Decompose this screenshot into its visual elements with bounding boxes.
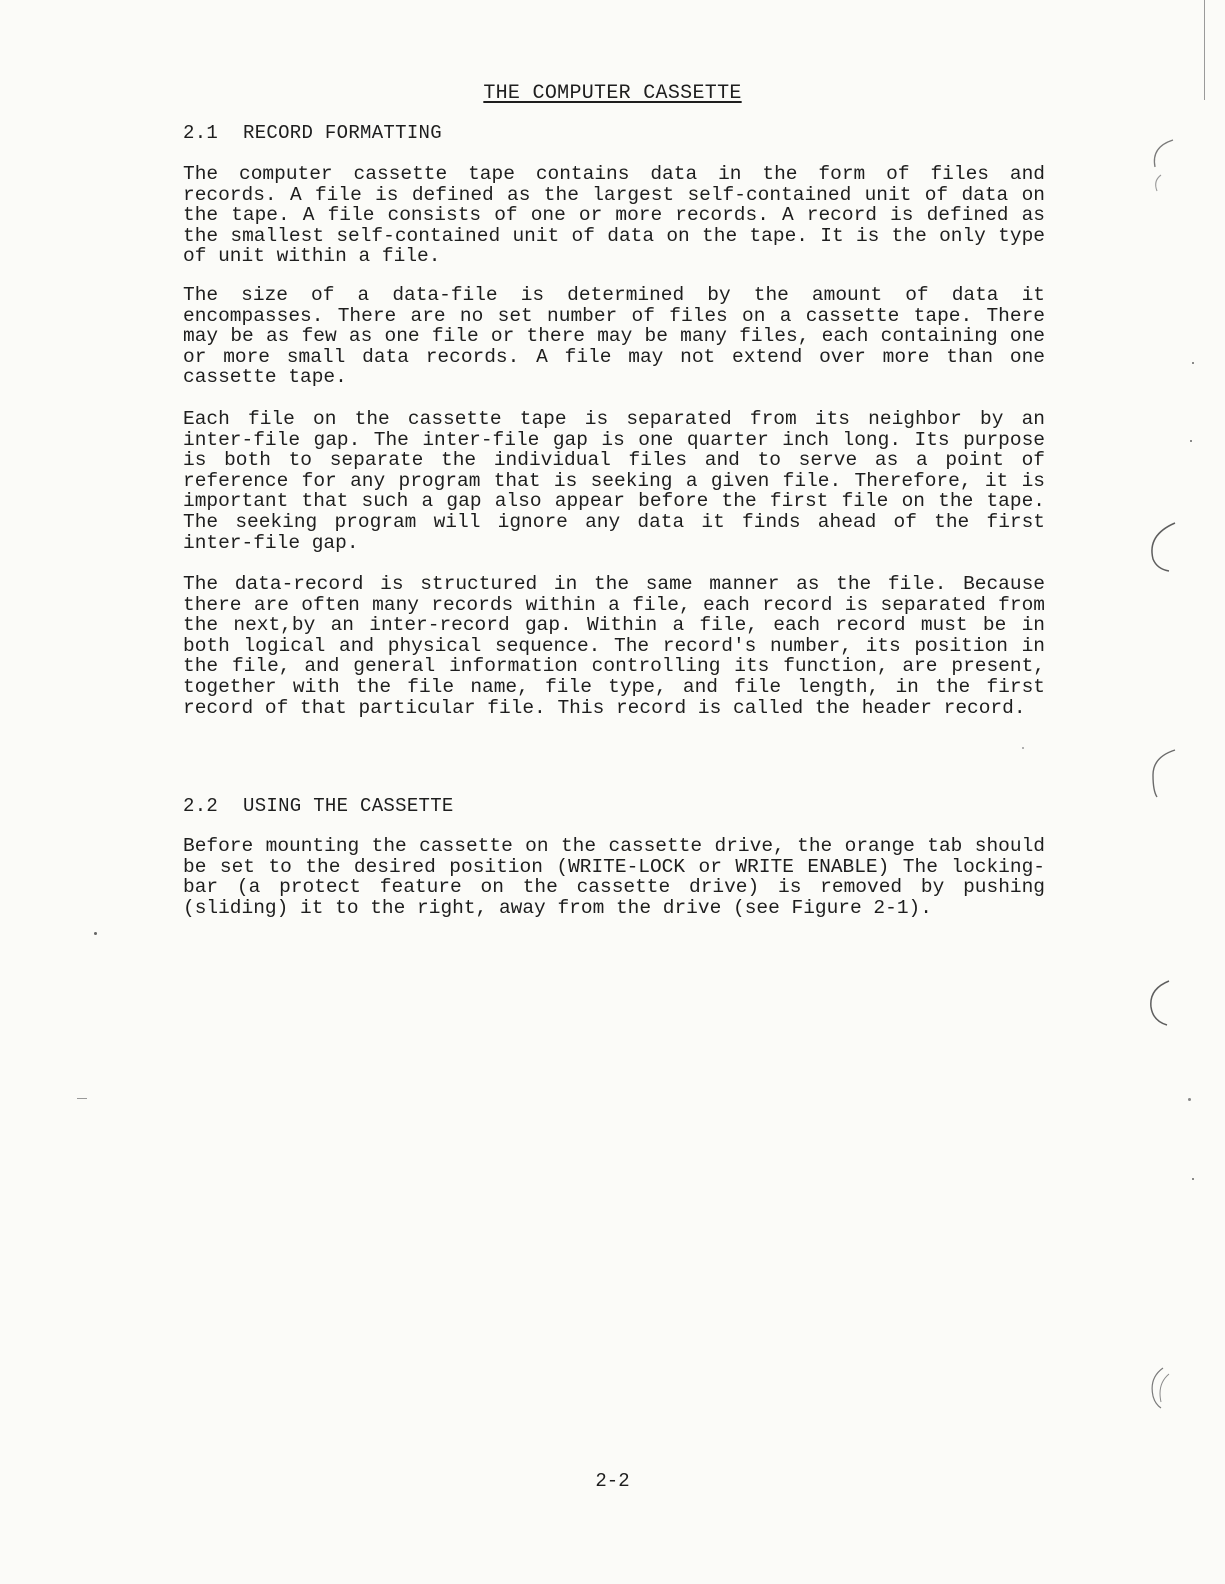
binder-hole-mark [1143,1360,1183,1420]
section-title: USING THE CASSETTE [243,795,454,817]
scan-speck [94,932,97,935]
scan-speck [1192,362,1194,364]
paragraph: The computer cassette tape contains data in the form of files and records. A file is defined as the largest self-contained unit of data on the tape. A file consists of one or more records. A record is defined as the smallest self-contained unit of data on the tape. It is the only type of unit within a file. [183,163,1045,268]
section-number: 2.1 [183,122,219,144]
paragraph: The data-record is structured in the same manner as the file. Because there are often many records within a file, each record is separated from the next,by an inter-record gap. Within a file, each record must be in both logical and physical sequence. The record's number, its position in the file, and general information controlling its function, are present, together with the file name, file type, and file length, in the first record of that particular file. This record is called the header record. [183,573,1045,719]
section-title: RECORD FORMATTING [243,122,442,144]
scan-speck [1022,747,1024,749]
paragraph: Each file on the cassette tape is separated from its neighbor by an inter-file gap. The inter-file gap is one quarter inch long. Its purpose is both to separate the individual files and to serve as a point of reference for any program that is seeking a given file. Therefore, it is important that such a gap also appear before the first file on the tape. The seeking program will ignore any data it finds ahead of the first inter-file gap. [183,408,1045,554]
scan-speck [1188,1098,1191,1101]
document-title: THE COMPUTER CASSETTE [483,82,742,105]
section-number: 2.2 [183,795,219,817]
paragraph: The size of a data-file is determined by the amount of data it encompasses. There are no set number of files on a cassette tape. There may be as few as one file or there may be many files, each containing one or more small data records. A file may not extend over more than one cassette tape. [183,284,1045,389]
section-heading-using-the-cassette [183,795,454,817]
page-number: 2-2 [595,1470,630,1492]
scan-speck [77,1098,87,1099]
scan-speck [1190,440,1192,442]
scan-speck [1192,1178,1194,1180]
binder-hole-mark [1143,975,1183,1035]
binder-hole-mark [1143,135,1183,195]
binder-hole-mark [1143,515,1183,575]
binder-hole-mark [1143,745,1183,805]
section-heading-record-formatting [183,122,442,144]
paragraph: Before mounting the cassette on the cassette drive, the orange tab should be set to the desired position (WRITE-LOCK or WRITE ENABLE) The locking-bar (a protect feature on the cassette drive) is removed by pushing (sliding) it to the right, away from the drive (see Figure 2-1). [183,835,1045,919]
